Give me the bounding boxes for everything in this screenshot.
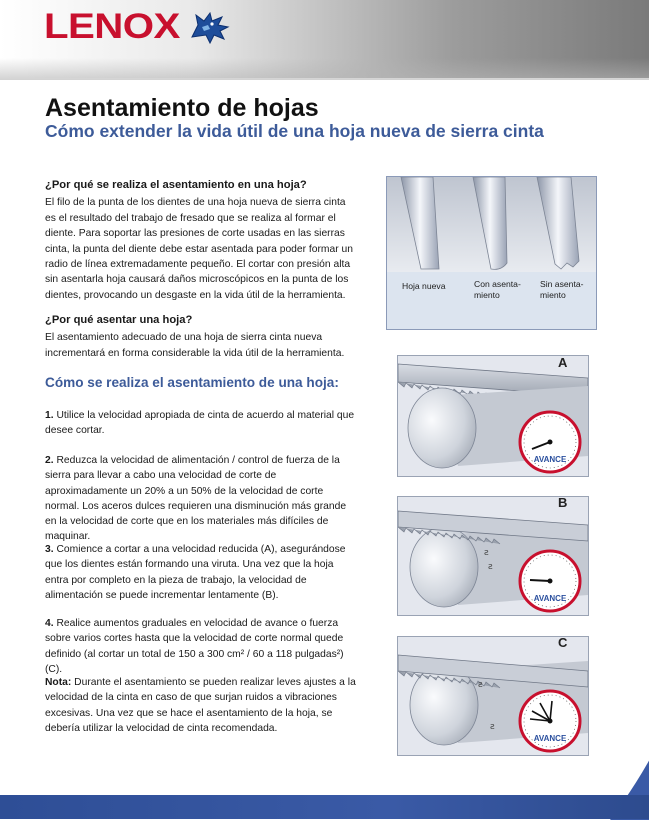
label-new-blade: Hoja nueva [402, 281, 446, 291]
how-to-heading: Cómo se realiza el asentamiento de una hoja: [45, 375, 339, 390]
footer-bar [0, 795, 649, 819]
step-3 [45, 542, 359, 603]
step-text: Reduzca la velocidad de alimentación / control de fuerza de la sierra para llevar a cabo una velocidad de corte de aproximadamente un 20% a un 50% de la velocidad de corte normal. Los aceros dulces requieren una disminución más grande en la velocidad de corte que en los materiales más difíciles de maquinar. [45, 455, 347, 543]
wolf-head-icon [188, 7, 232, 47]
panel-letter-c: C [558, 636, 568, 650]
step-number: 2. [45, 455, 54, 466]
svg-text:ƨ: ƨ [484, 548, 489, 558]
panel-letter-b: B [558, 496, 568, 510]
step-text: Realice aumentos graduales en velocidad de avance o fuerza sobre varios cortes hasta que la velocidad de corte normal quede definido (al cortar un total de 150 a 300 cm² / 60 a 118 pulgadas²) (C). [45, 618, 344, 675]
why-break-in-heading: ¿Por qué se realiza el asentamiento en una hoja? [45, 179, 307, 191]
note [45, 675, 359, 736]
label-with-break-in: Con asenta- miento [474, 279, 521, 300]
svg-text:ƨ: ƨ [490, 722, 495, 732]
why-should-section [45, 313, 357, 361]
step-1 [45, 408, 359, 439]
step-number: 3. [45, 544, 54, 555]
teeth-comparison-figure [386, 176, 597, 330]
step-2 [45, 453, 359, 545]
panel-b [397, 496, 589, 616]
svg-text:ƨ: ƨ [488, 562, 493, 572]
panel-b-illustration [398, 497, 588, 615]
panel-c [397, 636, 589, 756]
teeth-illustration [387, 177, 596, 329]
logo-wordmark: LENOX [44, 7, 180, 46]
note-label: Nota: [45, 677, 72, 688]
why-should-heading: ¿Por qué asentar una hoja? [45, 314, 193, 326]
feed-gauge-label: AVANCE [533, 734, 567, 743]
step-number: 4. [45, 618, 54, 629]
step-4 [45, 616, 359, 677]
panel-letter-a: A [558, 355, 568, 370]
feed-gauge-label: AVANCE [533, 455, 567, 464]
step-text: Comience a cortar a una velocidad reducida (A), asegurándose que los dientes están formando una viruta. Una vez que la hoja entra por completo en la pieza de trabajo, la velocidad de alimentación se puede incrementar lentamente (B). [45, 544, 346, 601]
label-without-break-in: Sin asenta- miento [540, 279, 584, 300]
why-should-body: El asentamiento adecuado de una hoja de sierra cinta nueva incrementará en forma considerable la vida útil de la herramienta. [45, 332, 345, 359]
lenox-logo [44, 7, 232, 47]
step-text: Utilice la velocidad apropiada de cinta de acuerdo al material que desee cortar. [45, 410, 355, 437]
note-text: Durante el asentamiento se pueden realizar leves ajustes a la velocidad de la cinta en caso de que surjan ruidos a vibraciones excesivas. Una vez que se hace el asentamiento de la hoja, se debería utilizar la velocidad de cinta recomendada. [45, 677, 356, 734]
why-break-in-section [45, 178, 357, 303]
why-break-in-body: El filo de la punta de los dientes de una hoja nueva de sierra cinta es el resultado del trabajo de fresado que se realiza al formar el diente. Para soportar las presiones de corte usadas en las sierras cinta, la punta del diente debe estar asentada para poder formar un radio de línea extremadamente pequeño. El cortar con presión alta sin asentarla hoja causará daños microscópicos en la punta de los dientes, provocando un desgaste en la vida útil de la herramienta. [45, 197, 353, 301]
panel-a-illustration [398, 356, 588, 476]
feed-gauge-a [520, 412, 580, 472]
feed-gauge-label: AVANCE [533, 594, 567, 603]
panel-a [397, 355, 589, 477]
header-shadow [0, 58, 649, 80]
page-title: Asentamiento de hojas [45, 94, 319, 122]
feed-gauge-b [520, 551, 580, 611]
panel-c-illustration [398, 637, 588, 755]
step-number: 1. [45, 410, 54, 421]
svg-text:ƨ: ƨ [478, 680, 483, 690]
page-subtitle: Cómo extender la vida útil de una hoja nueva de sierra cinta [45, 121, 544, 141]
feed-gauge-c [520, 691, 580, 751]
